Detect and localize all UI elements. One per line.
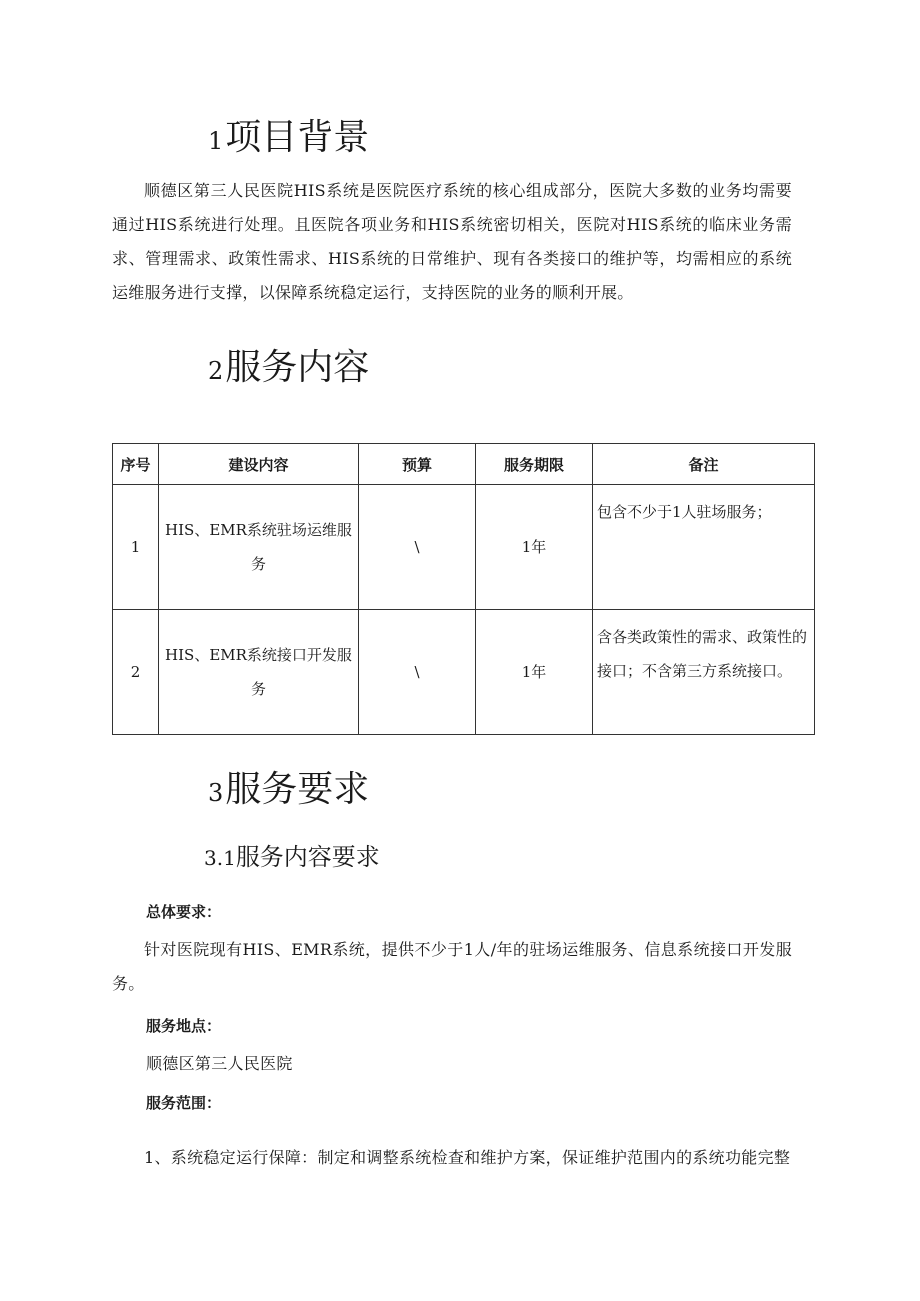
row-budget: \	[359, 485, 476, 610]
row-no: 2	[113, 610, 159, 735]
row-term: 1年	[476, 485, 593, 610]
row-content: HIS、EMR系统接口开发服务	[159, 610, 359, 735]
table-row	[113, 485, 815, 610]
row-no: 1	[113, 485, 159, 610]
section-1-number: 1	[208, 127, 224, 155]
header-content: 建设内容	[159, 444, 359, 485]
section-2-heading	[208, 348, 369, 391]
service-content-table	[112, 443, 815, 735]
table-row	[113, 610, 815, 735]
overall-requirements-text: 针对医院现有HIS、EMR系统，提供不少于1人/年的驻场运维服务、信息系统接口开发服务。	[112, 940, 792, 993]
section-1-title: 项目背景	[225, 117, 370, 158]
service-location-label: 服务地点：	[146, 1017, 222, 1035]
section-1-heading	[208, 118, 369, 161]
row-term: 1年	[476, 610, 593, 735]
section-1-paragraph: 顺德区第三人民医院HIS系统是医院医疗系统的核心组成部分，医院大多数的业务均需要通过HIS系统进行处理。且医院各项业务和HIS系统密切相关，医院对HIS系统的临床业务需求、管理需求、政策性需求、HIS系统的日常维护、现有各类接口的维护等，均需相应的系统运维服务进行支撑，以保障系统稳定运行，支持医院的业务的顺利开展。	[112, 181, 792, 302]
service-scope-label: 服务范围：	[146, 1094, 222, 1112]
section-3-1-heading	[204, 843, 380, 872]
section-3-number: 3	[208, 779, 224, 807]
section-3-1-number: 3.1	[204, 846, 236, 870]
section-3-title: 服务要求	[225, 769, 370, 810]
service-scope-item-1: 1、系统稳定运行保障：制定和调整系统检查和维护方案，保证维护范围内的系统功能完整	[144, 1148, 791, 1167]
header-note: 备注	[593, 444, 815, 485]
header-no: 序号	[113, 444, 159, 485]
row-budget: \	[359, 610, 476, 735]
row-note: 含各类政策性的需求、政策性的接口；不含第三方系统接口。	[593, 610, 815, 735]
header-term: 服务期限	[476, 444, 593, 485]
section-3-1-title: 服务内容要求	[235, 843, 380, 871]
overall-requirements-label: 总体要求：	[146, 903, 222, 921]
table-header-row	[113, 444, 815, 485]
row-content: HIS、EMR系统驻场运维服务	[159, 485, 359, 610]
row-note: 包含不少于1人驻场服务；	[593, 485, 815, 610]
service-location-text: 顺德区第三人民医院	[146, 1054, 293, 1073]
section-2-title: 服务内容	[225, 347, 370, 388]
section-3-heading	[208, 770, 369, 813]
section-2-number: 2	[208, 357, 224, 385]
header-budget: 预算	[359, 444, 476, 485]
